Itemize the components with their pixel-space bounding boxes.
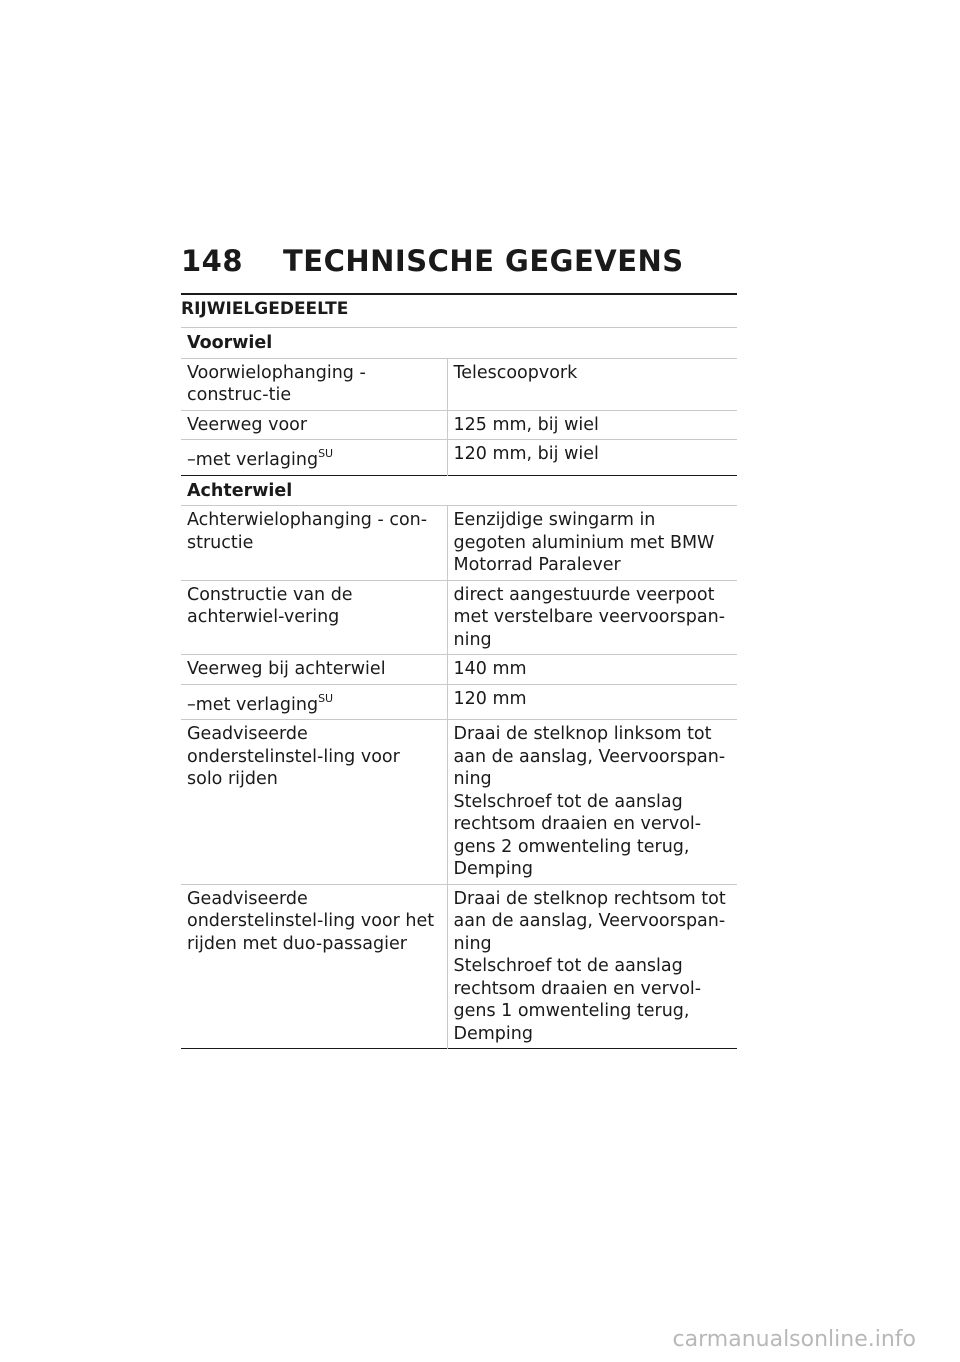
spec-label: Veerweg bij achterwiel <box>187 659 386 679</box>
spec-label: Constructie van de achterwiel-vering <box>187 584 353 627</box>
spec-value: direct aangestuurde veerpoot met verstelbare veervoorspan-ning <box>447 580 737 655</box>
spec-value: 120 mm <box>447 684 737 720</box>
spec-value: Draai de stelknop linksom tot aan de aanslag, Veervoorspan-ning <box>453 724 726 789</box>
spec-value-secondary: Stelschroef tot de aanslag rechtsom draaien en vervol-gens 1 omwenteling terug, Demping <box>453 956 702 1044</box>
group-title: Achterwiel <box>187 480 293 501</box>
spec-label: –met verlaging <box>187 450 319 470</box>
spec-value: Eenzijdige swingarm in gegoten aluminium met BMW Motorrad Paralever <box>447 506 737 581</box>
section-divider <box>181 293 737 295</box>
table-row <box>181 720 737 885</box>
table-row <box>181 684 737 720</box>
spec-value-secondary: Stelschroef tot de aanslag rechtsom draaien en vervol-gens 2 omwenteling terug, Demping <box>453 791 702 879</box>
spec-table <box>181 327 737 1049</box>
section-title: RIJWIELGEDEELTE <box>181 299 349 319</box>
spec-label-cell <box>181 684 447 720</box>
page-number: 148 <box>181 244 244 278</box>
variant-marker: SU <box>318 691 334 705</box>
group-header-achterwiel <box>181 475 737 506</box>
spec-label: Veerweg voor <box>187 414 308 435</box>
spec-label: –met verlaging <box>187 694 319 715</box>
group-header-voorwiel <box>181 328 737 359</box>
spec-label: Voorwielophanging - construc-tie <box>187 362 366 405</box>
page-header <box>181 244 741 278</box>
spec-value: Telescoopvork <box>447 358 737 410</box>
table-row <box>181 358 737 410</box>
group-title: Voorwiel <box>187 333 273 353</box>
spec-label: Geadviseerde onderstelinstel-ling voor solo rijden <box>187 724 400 789</box>
spec-value: 140 mm <box>447 655 737 685</box>
watermark: carmanualsonline.info <box>672 1327 916 1352</box>
spec-value-cell <box>447 884 737 1049</box>
spec-label-cell <box>181 440 447 476</box>
spec-value: Draai de stelknop rechtsom tot aan de aanslag, Veervoorspan-ning <box>453 888 726 954</box>
table-row <box>181 884 737 1049</box>
spec-label: Geadviseerde onderstelinstel-ling voor het rijden met duo-passagier <box>187 888 435 954</box>
spec-label: Achterwielophanging - con-structie <box>187 510 428 553</box>
spec-value: 125 mm, bij wiel <box>447 410 737 440</box>
table-row <box>181 655 737 685</box>
variant-marker: SU <box>318 447 334 460</box>
table-row <box>181 506 737 581</box>
table-row <box>181 580 737 655</box>
spec-value-cell <box>447 720 737 885</box>
spec-value: 120 mm, bij wiel <box>447 440 737 476</box>
chapter-title: TECHNISCHE GEGEVENS <box>283 244 684 278</box>
table-row <box>181 410 737 440</box>
table-row <box>181 440 737 476</box>
